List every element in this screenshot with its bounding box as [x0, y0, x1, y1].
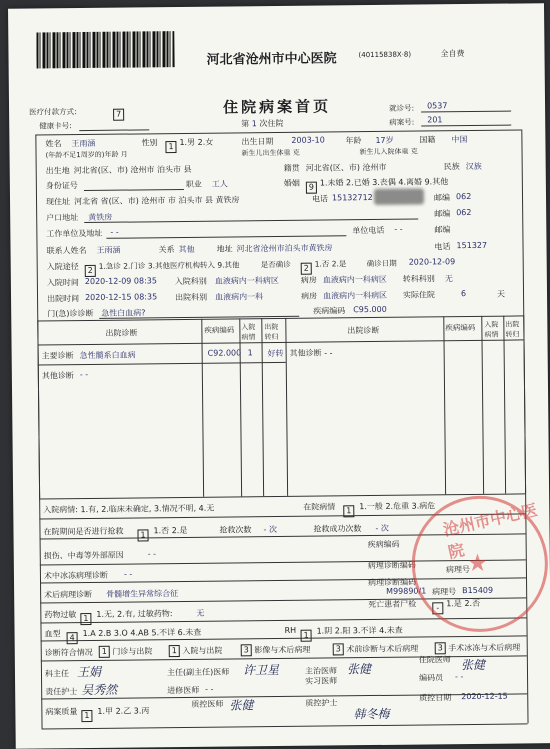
rh-options: 1.阴 2.阳 3.不详 4.未查 [316, 625, 403, 636]
days-unit: 天 [496, 289, 506, 299]
nationality-label: 国籍 [419, 135, 436, 145]
ward-value: 血液病内一科病区 [322, 274, 387, 285]
sex-options: 1.男 2.女 [179, 137, 214, 148]
rescue-count-value: - 次 [263, 525, 277, 535]
address-label: 现住址 [45, 197, 71, 207]
diag-match-label: 诊断符合情况 [44, 647, 93, 658]
drug-allergy-text: 无 [196, 608, 205, 618]
ethnicity-value: 汉族 [465, 161, 482, 172]
discharge-time-label: 出院时间 [47, 294, 80, 304]
path-no-value: B15409 [462, 585, 494, 596]
ward2-label: 病房 [300, 291, 318, 301]
native-label: 籍贯 [283, 163, 300, 173]
admit-time-label: 入院时间 [46, 278, 79, 288]
main-diag-value: 急性髓系白血病 [79, 350, 136, 361]
days-label: 实际住院 [402, 290, 436, 300]
newborn-weight: 新生儿出生体重 克 [241, 148, 300, 158]
ethnicity-label: 民族 [443, 162, 460, 172]
coder-label: 编码员 [418, 673, 444, 683]
col-admit-cond-right: 入院病情 [484, 320, 499, 339]
days-value: 6 [460, 289, 467, 299]
director-signature: 王娟 [76, 664, 102, 680]
transfer-label: 转科科别 [402, 274, 435, 284]
hospital-code: (40115838X·8) [358, 50, 412, 60]
clinic-no-label: 就诊号: [389, 103, 415, 113]
birth-label: 出生日期 [241, 137, 274, 147]
sex-box: 1 [165, 136, 176, 155]
transfer-value: 无 [444, 274, 453, 284]
injury-code-label: 疾病编码 [367, 539, 400, 550]
confirmed-label: 是否确诊 [260, 259, 291, 270]
diag-match-2: 1 入院与出院 [169, 645, 223, 658]
clinic-no-value: 0537 [427, 101, 448, 111]
relation-value: 其他 [178, 244, 195, 255]
post-path-value: 骨髓增生异常综合征 [106, 589, 179, 599]
col-outcome: 出院转归 [264, 322, 279, 342]
marital-label: 婚姻 [283, 178, 300, 188]
clinic-diag-value: 急性白血病? [101, 308, 146, 318]
medical-record-page [8, 3, 550, 749]
fellow-value: - - [205, 684, 214, 694]
clinic-diag-label: 门(急)诊诊断 [47, 308, 94, 319]
barcode [36, 31, 174, 68]
quality-options: 1.甲 2.乙 3.丙 [97, 706, 150, 716]
postcode-label-2: 邮编 [434, 209, 451, 219]
birthplace-label: 出生地 [45, 166, 70, 176]
age-value: 17岁 [375, 135, 394, 145]
rescue-label: 在院期间是否进行抢救 [43, 526, 124, 537]
main-diag-cond: 1 [247, 348, 253, 358]
drug-allergy-options: 1.无, 2.有, 过敏药物: [96, 609, 173, 619]
hospital-name: 河北省沧州市中心医院 [206, 51, 337, 68]
route-options: 1.急诊 2.门诊 3.其他医疗机构转入 9.其他 [98, 260, 240, 271]
qc-date-label: 质控日期 [419, 693, 452, 703]
autopsy-box: - [432, 597, 443, 616]
route-box: 2 [85, 260, 96, 279]
postcode-label: 邮编 [433, 193, 451, 203]
path-code-value: M99890/1 [386, 586, 427, 596]
marital-box: 9 [306, 177, 317, 196]
col-diagnosis: 出院诊断 [105, 328, 138, 338]
disease-code-label: 疾病编码 [313, 306, 346, 316]
visit-count: 第 1 次住院 [241, 118, 284, 129]
admit-time-value: 2020-12-09 08:35 [84, 276, 158, 287]
copy-type: 全自费 [440, 49, 465, 59]
marital-options: 1.未婚 2.已婚 3.丧偶 4.离婚 9.其他 [319, 177, 449, 188]
col-diagnosis-right: 出院诊断 [347, 325, 380, 336]
chief-label: 主任(副主任)医师 [166, 667, 230, 678]
id-label: 身份证号 [45, 181, 78, 191]
resident-label: 住院医师 [418, 655, 451, 665]
quality-label: 病案质量 [45, 707, 78, 717]
autopsy-label: 死亡患者尸检 [368, 599, 417, 610]
pay-method-label: 医疗付款方式: [29, 107, 77, 117]
postcode-value-2: 062 [456, 207, 472, 218]
work-phone-label: 单位电话 [352, 225, 385, 236]
autopsy-options: 1.是 2.否 [446, 598, 481, 609]
qc-doctor-label: 质控医师 [191, 699, 224, 709]
diag-match-4: 3 术前诊断与术后病理 [333, 643, 419, 656]
diag-match-5: 3 手术冰冻与术后病理 [435, 641, 521, 654]
injury-label: 损伤、中毒等外部原因 [43, 550, 124, 561]
frozen-value: - - [123, 569, 133, 579]
admit-dept-label: 入院科别 [174, 276, 207, 287]
ward2-value: 血液病内一科病区 [322, 290, 388, 301]
name-label: 姓名 [45, 139, 62, 149]
in-hosp-box: 1 [343, 500, 354, 519]
birth-value: 2003-10 [291, 135, 325, 145]
diag-match-3: 3 影像与术后病理 [241, 644, 311, 657]
hukou-value: 黄铁房 [88, 212, 113, 222]
patient-name: 王雨涵 [71, 138, 96, 149]
path-code-label-2: 病理诊断编码 [367, 577, 417, 588]
col-admit-cond: 入院病情 [241, 323, 256, 342]
record-no-label: 病案号: [389, 117, 415, 127]
diag-match-1: 1 门诊与出院 [99, 645, 153, 658]
attending-label: 主治医师 [304, 666, 338, 676]
relation-label: 关系 [158, 245, 175, 255]
hospital-seal [411, 495, 548, 632]
age-label: 年龄 [345, 136, 362, 146]
native-value: 河北省(区、市) 沧州市 [305, 162, 387, 173]
work-phone-value: - - [394, 224, 403, 234]
injury-value: - - [147, 549, 157, 559]
col-outcome-right: 出院转归 [505, 320, 520, 339]
drug-allergy-box: 1 [80, 608, 91, 627]
nurse-signature: 吴秀然 [81, 682, 118, 698]
contact-name: 王雨涵 [96, 245, 121, 255]
main-diag-code: C92.000 [207, 348, 242, 358]
nationality-value: 中国 [451, 135, 468, 145]
path-no-label: 病理号 [445, 565, 470, 575]
discharge-dept-value: 血液病内一科 [214, 292, 264, 302]
infant-age: (年龄不足1周岁的)年龄 月 [45, 150, 128, 160]
post-path-label: 术后病理诊断 [44, 589, 93, 600]
confirm-date-label: 确诊日期 [366, 258, 397, 269]
in-hosp-options: 1.一般 2.危重 3.病危 [359, 501, 436, 512]
qc-nurse-signature: 韩冬梅 [353, 706, 390, 722]
record-no-value: 201 [427, 115, 443, 125]
health-card-label: 健康卡号: [39, 121, 72, 131]
nurse-label: 责任护士 [45, 687, 78, 697]
contact-phone-label: 电话 [434, 242, 451, 252]
route-label: 入院途径 [46, 262, 79, 272]
rescue-success-value: - 次 [375, 523, 389, 533]
pay-method-box: 7 [113, 104, 124, 123]
postcode-label-3: 邮编 [434, 225, 451, 235]
qc-nurse-label: 质控护士 [305, 698, 338, 708]
work-value: - - [110, 227, 119, 237]
discharge-time-value: 2020-12-15 08:35 [84, 292, 158, 303]
path-no-label-2: 病理号 [432, 587, 457, 597]
seal-star-icon: ★ [466, 548, 489, 578]
col-code: 疾病编码 [204, 325, 235, 335]
form-title: 住院病案首页 [222, 97, 332, 117]
coder-value: - - [454, 672, 464, 682]
work-label: 工作单位及地址 [46, 228, 103, 239]
fellow-label: 进修医师 [167, 685, 200, 696]
admit-dept-value: 血液病内一科病区 [214, 275, 279, 286]
rescue-box: 1 [137, 524, 148, 543]
phone-label: 电话 [311, 194, 329, 204]
phone-value: 15132712 [331, 192, 373, 203]
resident-signature: 张健 [460, 657, 485, 673]
birthplace-value: 河北省(区、市) 沧州市 泊头市 县 [73, 164, 192, 176]
postcode-value: 062 [455, 191, 472, 202]
occupation-value: 工人 [211, 179, 228, 189]
ward-label: 病房 [300, 275, 317, 285]
address-value: 河北省 省(区、市) 沧州市 市 泊头市 县 黄铁房 [73, 195, 240, 207]
qc-doctor-signature: 张健 [229, 698, 254, 713]
other-diag-value: - - [79, 369, 89, 380]
main-diag-outcome: 好转 [267, 348, 284, 359]
blood-box: 4 [66, 627, 77, 646]
rh-label: RH [284, 625, 297, 635]
path-code-label: 病理诊断编码 [367, 560, 416, 571]
confirm-date-value: 2020-12-09 [408, 257, 456, 267]
intern-label: 实习医师 [305, 676, 338, 686]
contact-addr-value: 河北省沧州市泊头市黄铁房 [236, 243, 333, 254]
rescue-options: 1.否 2.是 [153, 525, 188, 536]
in-hosp-label: 在院病情 [303, 502, 336, 512]
newborn-admit-weight: 新生儿入院体重 克 [359, 147, 418, 157]
chief-signature: 许卫星 [242, 663, 280, 678]
seal-text: 沧州市中心医院 [441, 500, 540, 563]
confirmed-box: 2 [301, 258, 312, 277]
contact-phone-value: 151327 [456, 240, 488, 251]
blood-options: 1.A 2.B 3.O 4.AB 5.不详 6.未查 [82, 627, 202, 639]
blood-label: 血型 [44, 629, 61, 639]
drug-allergy-label: 药物过敏 [44, 610, 77, 620]
right-other-diag: 其他诊断 - - [289, 348, 333, 358]
occupation-label: 职业 [185, 179, 202, 189]
admit-cond-label: 入院病情: 1.有, 2.临床未确定, 3.情况不明, 4.无 [43, 503, 215, 515]
disease-code-value: C95.000 [353, 304, 387, 315]
sex-label: 性别 [141, 138, 158, 148]
frozen-label: 术中冰冻病理诊断 [43, 570, 108, 581]
qc-date-value: 2020-12-15 [461, 691, 508, 702]
quality-box: 1 [81, 705, 92, 724]
director-label: 科主任 [44, 669, 70, 679]
rescue-success-label: 抢救成功次数 [313, 524, 362, 534]
contact-addr-label: 地址 [216, 244, 233, 254]
contact-label: 联系人姓名 [46, 245, 87, 256]
rescue-count-label: 抢救次数 [219, 525, 252, 535]
confirmed-options: 1.否 2.是 [314, 259, 347, 269]
main-diag-label: 主要诊断 [41, 351, 74, 361]
col-code-right: 疾病编码 [445, 322, 476, 333]
other-diag-label: 其他诊断 [41, 371, 74, 381]
discharge-dept-label: 出院科别 [175, 292, 208, 303]
attending-signature: 张健 [346, 662, 372, 677]
rh-box: 1 [300, 625, 311, 644]
hukou-label: 户口地址 [46, 213, 79, 223]
